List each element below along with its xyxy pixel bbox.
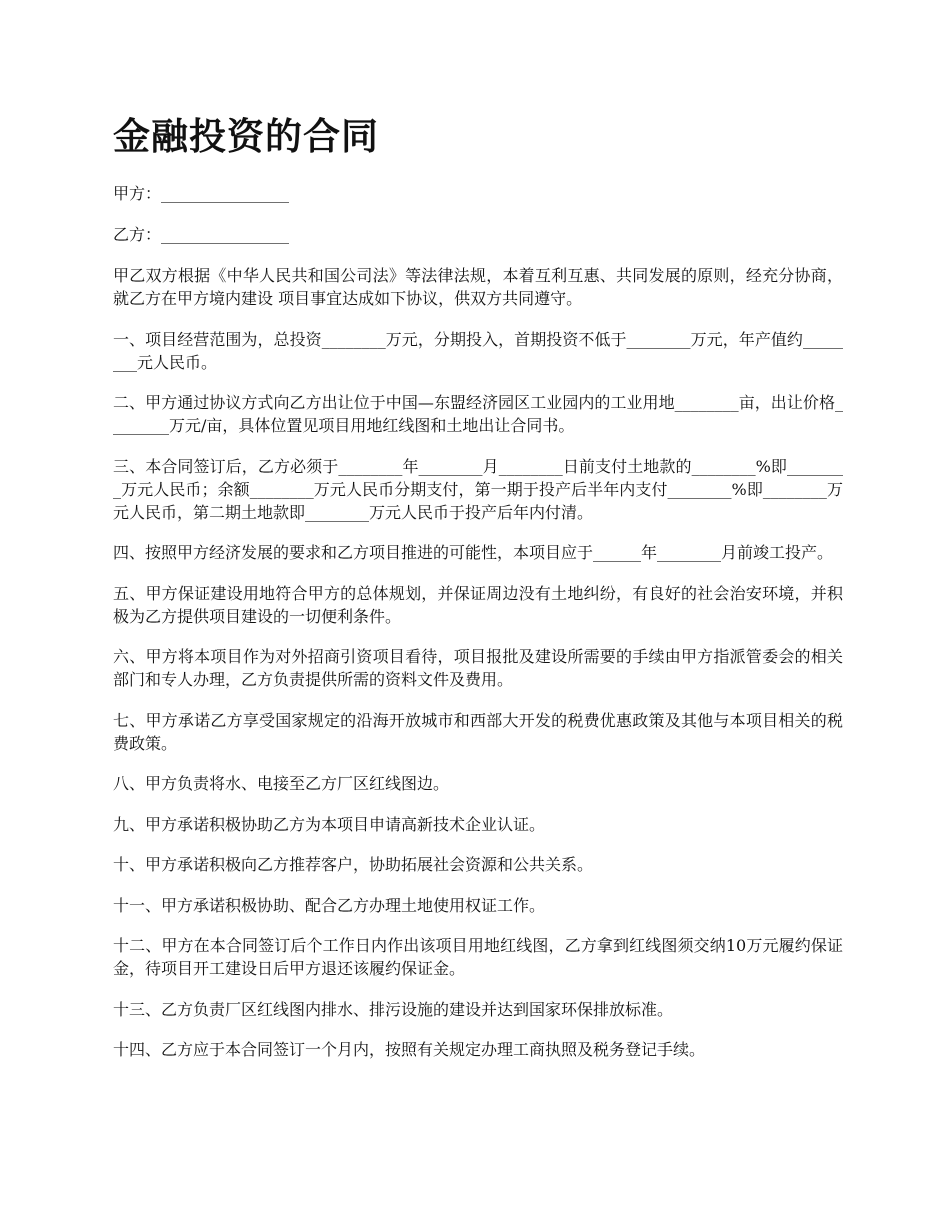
clause-6: 六、甲方将本项目作为对外招商引资项目看待，项目报批及建设所需要的手续由甲方指派管委会的相关部门和专人办理，乙方负责提供所需的资料文件及费用。 — [113, 647, 843, 689]
clause-11: 十一、甲方承诺积极协助、配合乙方办理土地使用权证工作。 — [113, 895, 546, 915]
clause-2: 二、甲方通过协议方式向乙方出让位于中国—东盟经济园区工业园内的工业用地________亩，出让价格________万元/亩，具体位置见项目用地红线图和土地出让合同书。 — [113, 393, 843, 435]
clause-9: 九、甲方承诺积极协助乙方为本项目申请高新技术企业认证。 — [113, 814, 546, 834]
party-b-line: 乙方：________________ — [113, 225, 290, 244]
clause-7: 七、甲方承诺乙方享受国家规定的沿海开放城市和西部大开发的税费优惠政策及其他与本项目相关的税费政策。 — [113, 710, 843, 753]
clause-1: 一、项目经营范围为，总投资________万元，分期投入，首期投资不低于________万元，年产值约________元人民币。 — [113, 329, 843, 372]
clause-12: 十二、甲方在本合同签订后个工作日内作出该项目用地红线图，乙方拿到红线图须交纳10万元履约保证金，待项目开工建设日后甲方退还该履约保证金。 — [113, 936, 843, 978]
clause-8: 八、甲方负责将水、电接至乙方厂区红线图边。 — [113, 774, 450, 793]
document-page — [113, 112, 843, 1079]
preamble-paragraph: 甲乙双方根据《中华人民共和国公司法》等法律法规，本着互利互惠、共同发展的原则，经充分协商，就乙方在甲方境内建设 项目事宜达成如下协议，供双方共同遵守。 — [113, 266, 843, 308]
document-title: 金融投资的合同 — [113, 114, 379, 158]
clause-10: 十、甲方承诺积极向乙方推荐客户，协助拓展社会资源和公共关系。 — [113, 855, 594, 874]
party-a-line: 甲方：________________ — [113, 184, 290, 203]
clause-13: 十三、乙方负责厂区红线图内排水、排污设施的建设并达到国家环保排放标准。 — [113, 999, 674, 1019]
clause-4: 四、按照甲方经济发展的要求和乙方项目推进的可能性，本项目应于______年________月前竣工投产。 — [113, 543, 834, 562]
clause-5: 五、甲方保证建设用地符合甲方的总体规划，并保证周边没有土地纠纷，有良好的社会治安环境，并积极为乙方提供项目建设的一切便利条件。 — [113, 583, 843, 626]
clause-3: 三、本合同签订后，乙方必须于________年________月________日前支付土地款的________%即________万元人民币；余额________万元人民币分期支付，第一期于投产后半年内支付________%即________万元人民币，第二期土地款即________万元人民币于投产后年内付清。 — [113, 456, 843, 522]
clause-14: 十四、乙方应于本合同签订一个月内，按照有关规定办理工商执照及税务登记手续。 — [113, 1040, 706, 1059]
